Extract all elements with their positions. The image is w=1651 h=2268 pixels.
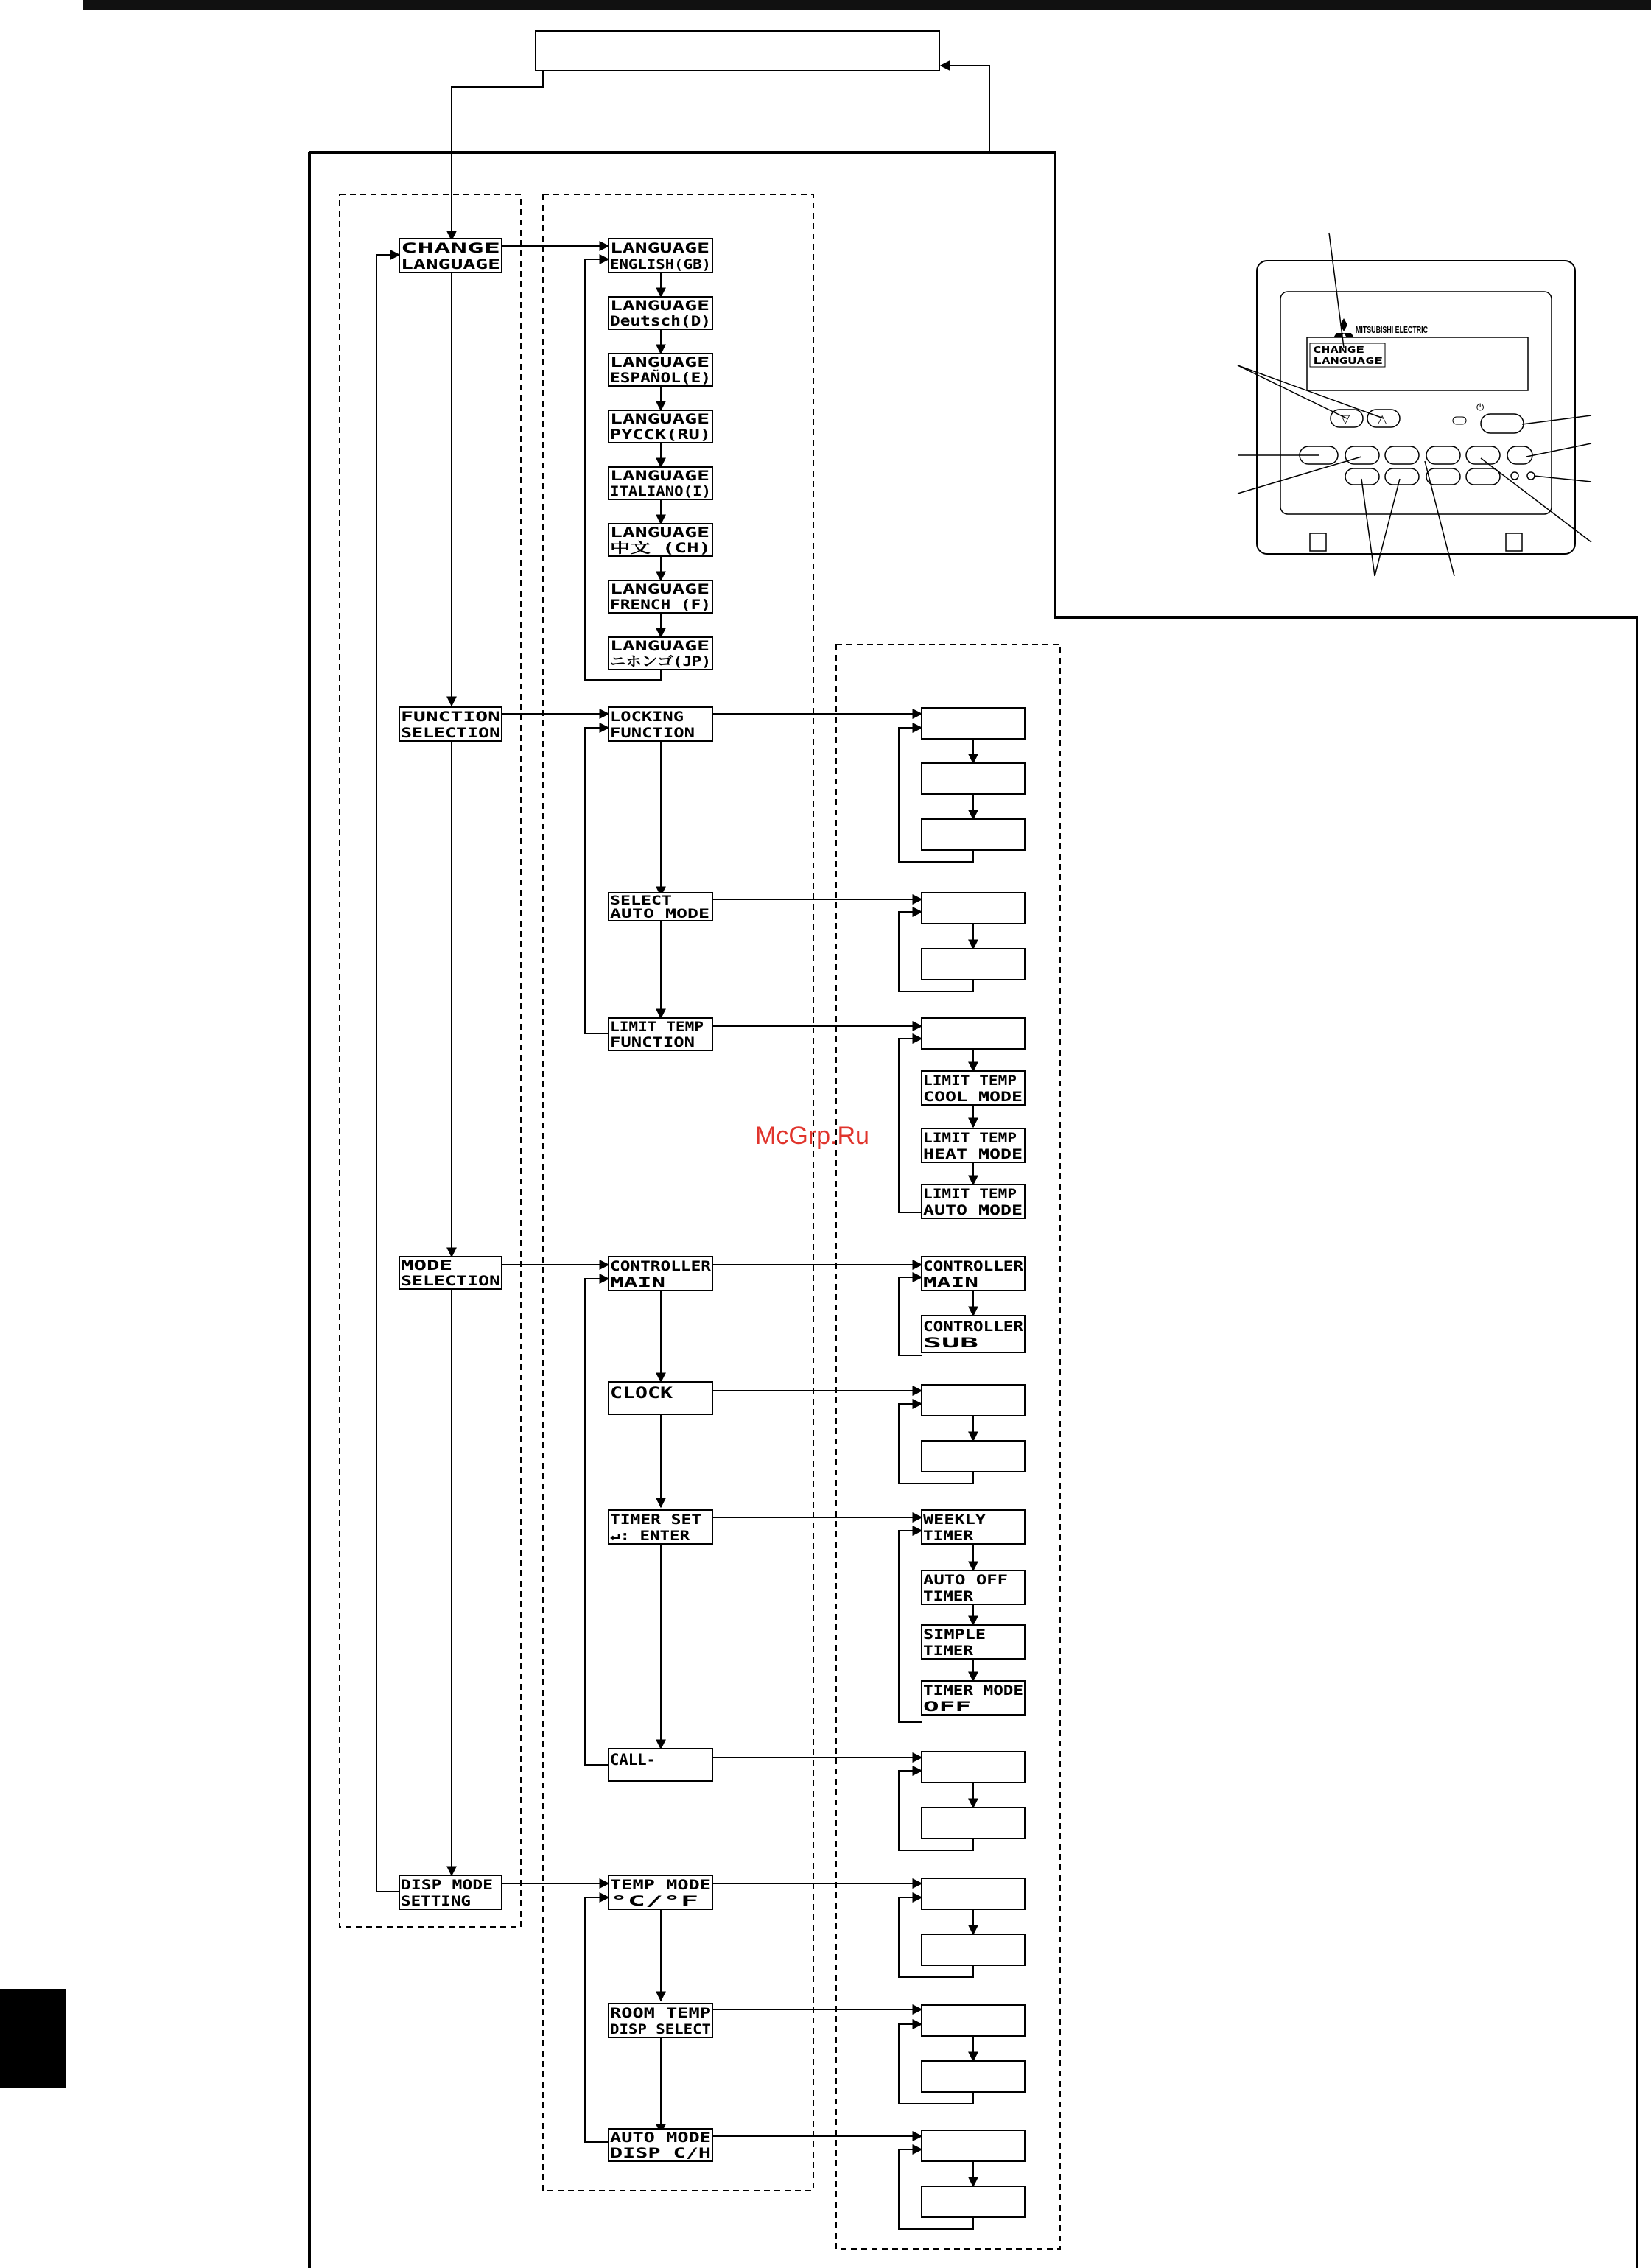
svg-text:SELECT: SELECT [610, 893, 672, 908]
limit-temp-option-box[interactable] [922, 1018, 1025, 1049]
language-option[interactable] [609, 637, 712, 670]
menu-mode-selection[interactable] [399, 1257, 502, 1289]
mode-clock[interactable] [609, 1382, 712, 1414]
svg-text:FUNCTION: FUNCTION [610, 725, 695, 741]
svg-text:LIMIT TEMP: LIMIT TEMP [923, 1130, 1017, 1146]
return-arrow [941, 66, 989, 152]
svg-text:DISP SELECT: DISP SELECT [610, 2021, 711, 2037]
check-button[interactable] [1511, 472, 1518, 480]
svg-text:DISP MODE: DISP MODE [401, 1877, 493, 1893]
svg-text:AUTO MODE: AUTO MODE [610, 2130, 711, 2146]
svg-text:FUNCTION: FUNCTION [610, 1034, 695, 1050]
svg-text:ニホンゴ(JP): ニホンゴ(JP) [610, 653, 711, 670]
watermark: McGrp.Ru [755, 1122, 869, 1150]
remote-body [1257, 261, 1575, 554]
svg-text:LIMIT TEMP: LIMIT TEMP [923, 1186, 1017, 1202]
svg-text:PYCCK(RU): PYCCK(RU) [610, 426, 711, 443]
svg-text:AUTO OFF: AUTO OFF [923, 1572, 1008, 1588]
svg-text:MAIN: MAIN [923, 1274, 978, 1291]
filter-button[interactable] [1345, 446, 1379, 464]
timer-weekly[interactable] [922, 1510, 1025, 1544]
timer-mode-off[interactable] [922, 1681, 1025, 1715]
louver-button[interactable] [1426, 468, 1460, 485]
menu-change-language[interactable] [399, 239, 502, 273]
locking-option-box[interactable] [922, 708, 1025, 739]
svg-text:TIMER: TIMER [923, 1588, 974, 1604]
svg-text:LIMIT TEMP: LIMIT TEMP [923, 1072, 1017, 1089]
fan-speed-button[interactable] [1426, 446, 1460, 464]
limit-temp-auto[interactable] [922, 1184, 1025, 1218]
controller-sub[interactable] [922, 1316, 1025, 1352]
mounting-clip [1506, 533, 1522, 551]
svg-text:SUB: SUB [923, 1335, 978, 1351]
down-arrow-icon: ▽ [1341, 412, 1350, 426]
auto-mode-disp-option-box[interactable] [922, 2130, 1025, 2161]
svg-text:MAIN: MAIN [610, 1274, 665, 1291]
svg-text:LANGUAGE: LANGUAGE [401, 256, 500, 273]
svg-text:↵: ENTER: ↵: ENTER [610, 1528, 690, 1544]
svg-text:ROOM TEMP: ROOM TEMP [610, 2005, 711, 2021]
on-off-button[interactable] [1481, 414, 1524, 433]
svg-text:LANGUAGE: LANGUAGE [610, 354, 709, 371]
svg-text:SELECTION: SELECTION [401, 725, 500, 741]
svg-text:TIMER: TIMER [923, 1528, 974, 1544]
svg-text:LOCKING: LOCKING [610, 709, 684, 725]
svg-text:LANGUAGE: LANGUAGE [610, 298, 709, 314]
locking-option-box[interactable] [922, 763, 1025, 794]
svg-text:DISP C/H: DISP C/H [610, 2145, 711, 2161]
language-option[interactable] [609, 524, 712, 556]
menu-disp-mode-setting[interactable] [399, 1875, 502, 1909]
function-limit-temp[interactable] [609, 1018, 712, 1050]
clock-option-box[interactable] [922, 1441, 1025, 1472]
remote-screen-line1: CHANGE [1313, 345, 1364, 355]
svg-text:TIMER: TIMER [923, 1643, 974, 1659]
svg-text:SETTING: SETTING [401, 1893, 471, 1909]
svg-text:MODE: MODE [401, 1257, 452, 1274]
operation-lamp [1453, 417, 1466, 424]
svg-text:中文 (CH): 中文 (CH) [610, 540, 681, 556]
disp-temp-mode[interactable] [609, 1875, 712, 1909]
svg-text:LANGUAGE: LANGUAGE [610, 524, 709, 541]
timer-auto-off[interactable] [922, 1570, 1025, 1604]
auto-mode-option-box[interactable] [922, 949, 1025, 980]
svg-text:CHANGE: CHANGE [401, 240, 500, 256]
svg-text:HEAT MODE: HEAT MODE [923, 1146, 1023, 1162]
function-chain [585, 714, 922, 1033]
top-blank-box [536, 31, 939, 71]
svg-text:LANGUAGE: LANGUAGE [610, 638, 709, 654]
clock-option-box[interactable] [922, 1385, 1025, 1416]
language-option[interactable] [609, 410, 712, 443]
function-locking[interactable] [609, 707, 712, 741]
svg-text:TEMP MODE: TEMP MODE [610, 1877, 711, 1893]
svg-text:OFF: OFF [923, 1699, 971, 1715]
disp-auto-mode[interactable] [609, 2129, 712, 2161]
svg-text:LANGUAGE: LANGUAGE [610, 240, 709, 256]
temp-mode-option-box[interactable] [922, 1878, 1025, 1909]
controller-main[interactable] [922, 1257, 1025, 1291]
svg-text:CALL-: CALL- [610, 1751, 656, 1769]
svg-text:LANGUAGE: LANGUAGE [610, 411, 709, 427]
auto-mode-disp-option-box[interactable] [922, 2186, 1025, 2217]
language-option[interactable] [609, 467, 712, 499]
menu-group [340, 194, 521, 1927]
svg-text:SIMPLE: SIMPLE [923, 1626, 986, 1643]
limit-temp-cool[interactable] [922, 1071, 1025, 1105]
svg-text:LANGUAGE: LANGUAGE [610, 468, 709, 484]
mounting-clip [1310, 533, 1326, 551]
menu-function-selection[interactable] [399, 707, 502, 741]
vane-button[interactable] [1466, 446, 1500, 464]
function-select-auto-mode[interactable] [609, 893, 712, 921]
remote-brand: MITSUBISHI ELECTRIC [1356, 324, 1429, 335]
mode-controller[interactable] [609, 1257, 712, 1291]
room-temp-option-box[interactable] [922, 2005, 1025, 2036]
svg-text:SELECTION: SELECTION [401, 1273, 500, 1289]
remote-screen-line2: LANGUAGE [1313, 356, 1383, 366]
temp-mode-option-box[interactable] [922, 1934, 1025, 1965]
enter-button[interactable] [1507, 446, 1532, 464]
svg-text:AUTO MODE: AUTO MODE [923, 1202, 1023, 1218]
svg-text:COOL MODE: COOL MODE [923, 1089, 1023, 1105]
call-option-box[interactable] [922, 1752, 1025, 1783]
side-tab [0, 1989, 66, 2088]
language-option[interactable] [609, 354, 712, 386]
timer-up-button[interactable] [1385, 468, 1419, 485]
call-option-box[interactable] [922, 1808, 1025, 1839]
svg-text:LIMIT TEMP: LIMIT TEMP [610, 1019, 704, 1035]
up-arrow-icon: △ [1378, 412, 1387, 426]
svg-text:Deutsch(D): Deutsch(D) [610, 313, 711, 329]
ventilation-button[interactable] [1466, 468, 1500, 485]
svg-text:°C/°F: °C/°F [610, 1893, 698, 1909]
entry-arrow [452, 71, 543, 240]
mode-button[interactable] [1385, 446, 1419, 464]
auto-mode-option-box[interactable] [922, 893, 1025, 924]
reset-button[interactable] [1527, 472, 1535, 480]
timer-simple[interactable] [922, 1625, 1025, 1659]
svg-text:FRENCH (F): FRENCH (F) [610, 597, 711, 613]
svg-text:CONTROLLER: CONTROLLER [923, 1319, 1024, 1335]
svg-text:ENGLISH(GB): ENGLISH(GB) [610, 256, 711, 273]
locking-option-box[interactable] [922, 819, 1025, 850]
svg-text:CONTROLLER: CONTROLLER [610, 1258, 712, 1274]
svg-text:AUTO MODE: AUTO MODE [610, 907, 709, 921]
power-icon: ⏻ [1476, 402, 1485, 413]
remote-controller [1238, 233, 1591, 576]
header-bar [83, 0, 1651, 10]
svg-text:CONTROLLER: CONTROLLER [923, 1258, 1024, 1274]
limit-temp-heat[interactable] [922, 1128, 1025, 1162]
svg-text:WEEKLY: WEEKLY [923, 1512, 986, 1528]
language-option[interactable] [609, 297, 712, 329]
svg-text:ESPAÑOL(E): ESPAÑOL(E) [610, 370, 695, 386]
svg-text:LANGUAGE: LANGUAGE [610, 581, 709, 597]
svg-text:ITALIANO(I): ITALIANO(I) [610, 483, 711, 499]
menu-loop [376, 255, 399, 1892]
disp-room-temp[interactable] [609, 2004, 712, 2037]
svg-text:TIMER MODE: TIMER MODE [923, 1682, 1023, 1699]
mode-timer-set[interactable] [609, 1510, 712, 1544]
svg-text:FUNCTION: FUNCTION [401, 709, 500, 725]
language-option[interactable] [609, 580, 712, 613]
room-temp-option-box[interactable] [922, 2061, 1025, 2092]
svg-text:TIMER SET: TIMER SET [610, 1512, 701, 1528]
mode-call[interactable] [609, 1749, 712, 1781]
svg-text:CLOCK: CLOCK [610, 1384, 673, 1402]
language-option[interactable] [609, 239, 712, 273]
